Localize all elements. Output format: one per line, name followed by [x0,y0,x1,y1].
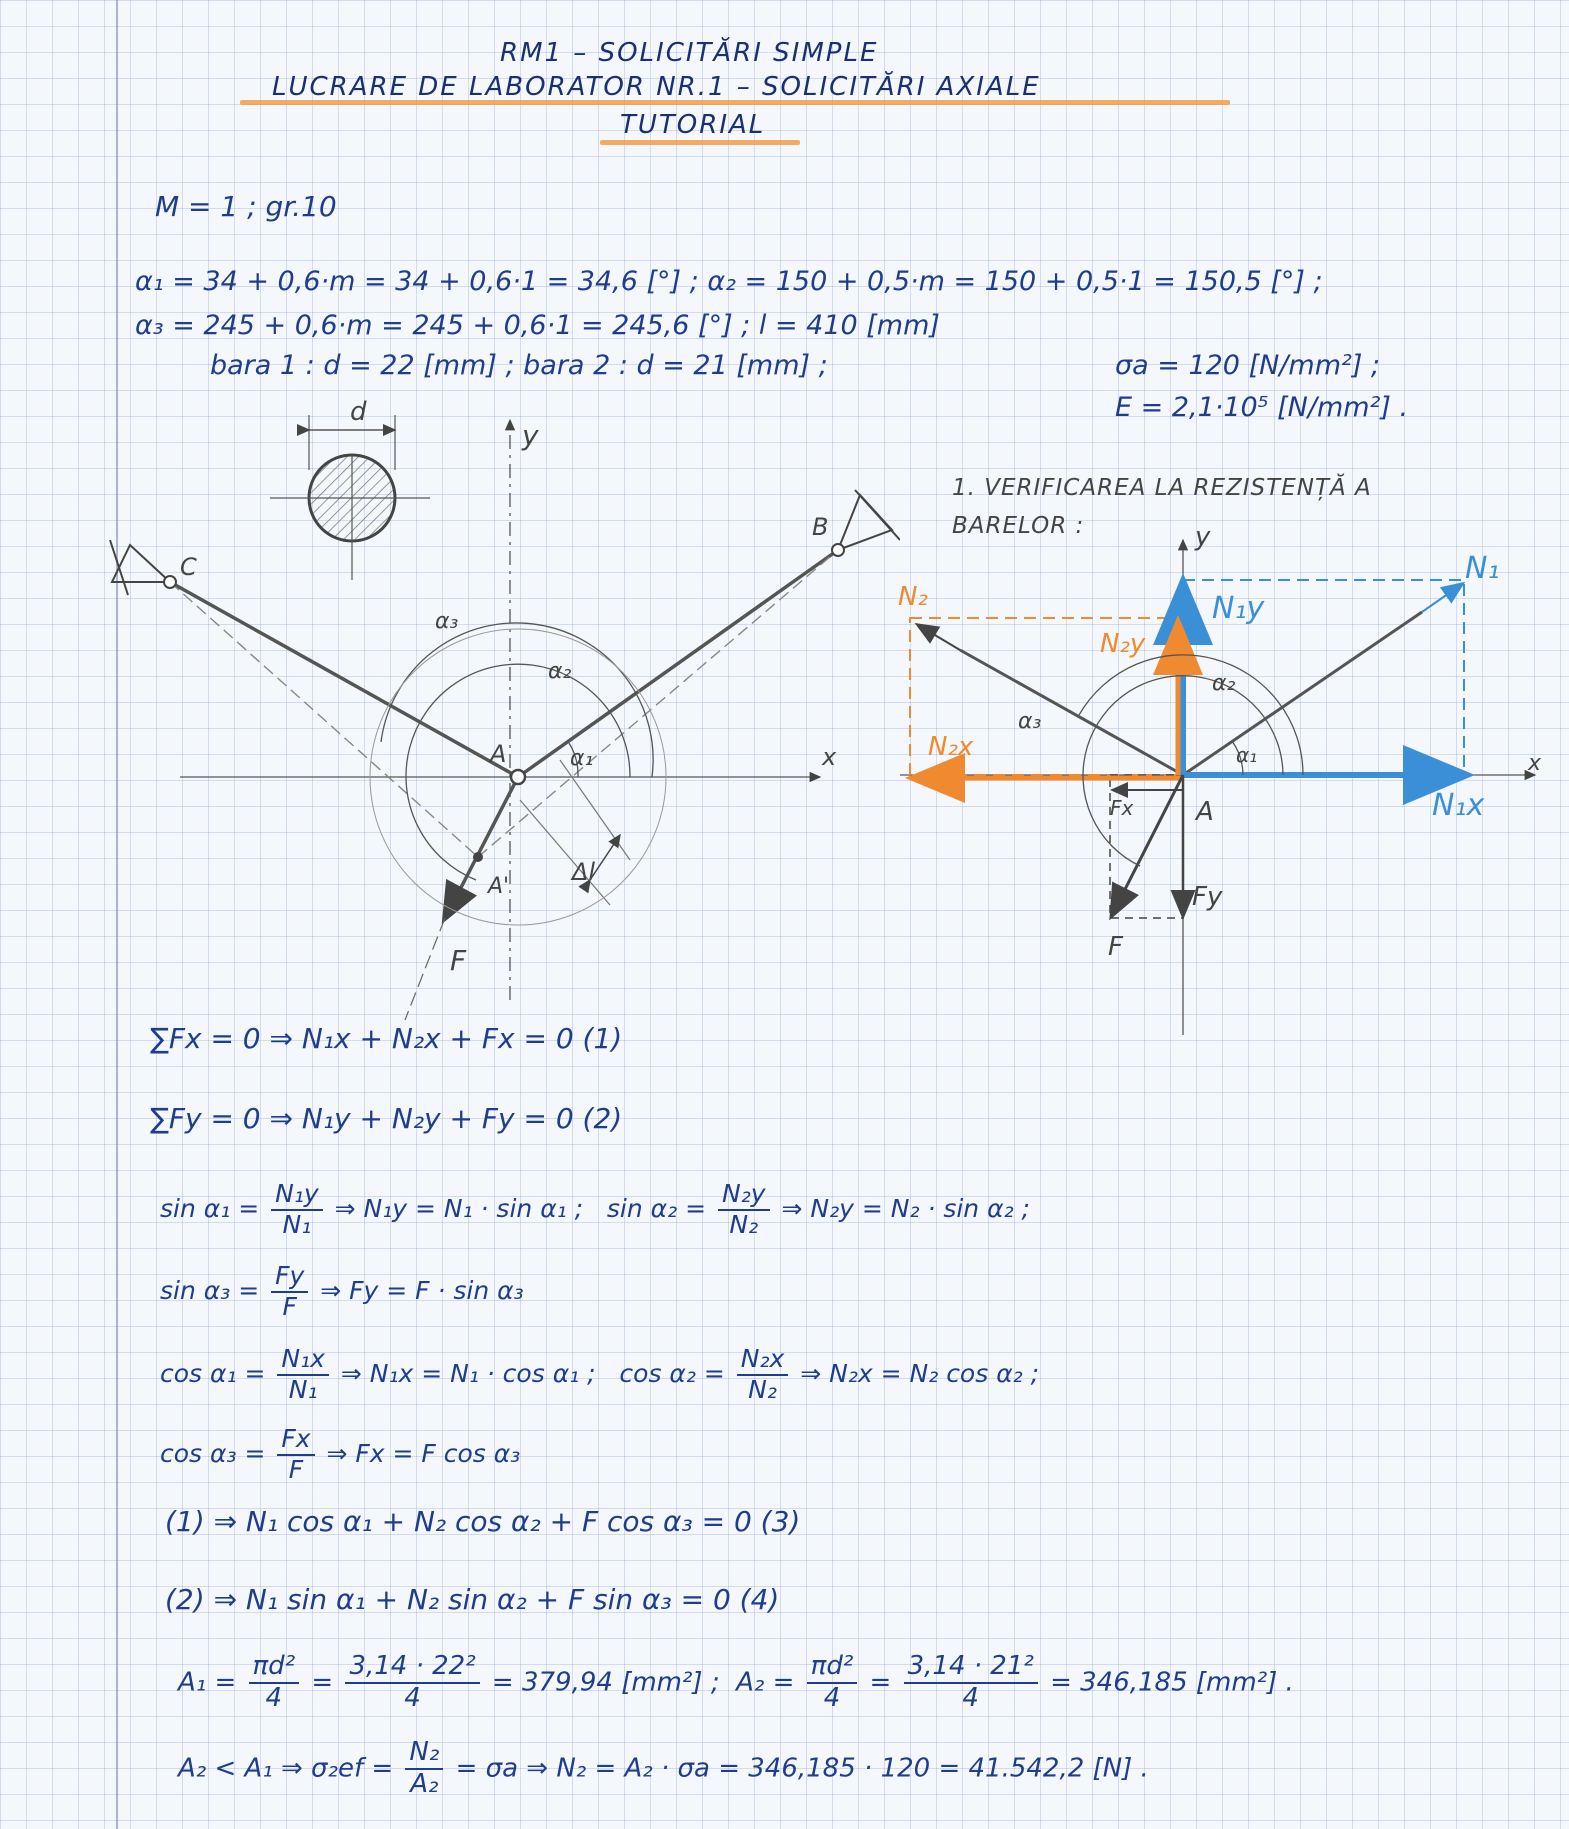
right-label-f: F [1108,932,1123,962]
params-sigma-a: σa = 120 [N/mm²] ; [1115,350,1381,381]
right-label-fx: Fx [1110,796,1134,820]
right-label-y: y [1195,522,1211,552]
label-d: d [350,400,367,427]
left-label-a-prime: A' [488,874,510,899]
params-alpha-line1: α₁ = 34 + 0,6·m = 34 + 0,6·1 = 34,6 [°] ; α₂ = 150 + 0,5·m = 150 + 0,5·1 = 150,5 [°] ; [135,266,1323,297]
cross-section-icon [270,415,430,580]
eq-sum-fy: ∑Fy = 0 ⇒ N₁y + N₂y + Fy = 0 (2) [150,1102,623,1135]
eq-final-row: A₂ < A₁ ⇒ σ₂ef = $\frac{\text{N₂}}{\text{A₂}}$ = σa ⇒ N₂ = A₂ · σa = 346,185 · 120 = 41.542,2 [N] . [178,1737,1149,1799]
vector-n1 [1422,584,1462,612]
left-diagram [0,400,900,1040]
right-diagram [870,460,1560,1040]
eq-sin-row: sin α₁ = $\frac{\text{N₁y}}{\text{N₁}}$ ⇒ N₁y = N₁ · sin α₁ ; sin α₂ = $\frac{\text{N₂y}}{\text{N₂}}$ ⇒ N₂y = N₂ · sin α₂ ; [160,1179,1030,1239]
eq-4: (2) ⇒ N₁ sin α₁ + N₂ sin α₂ + F sin α₃ = 0 (4) [165,1583,780,1616]
right-label-a: A [1196,797,1214,827]
params-bars-line: bara 1 : d = 22 [mm] ; bara 2 : d = 21 [mm] ; [210,350,828,381]
right-label-n1: N₁ [1465,551,1500,586]
left-label-delta-l: Δl [572,858,596,886]
support-c-icon [110,540,176,595]
left-label-x: x [822,743,837,771]
left-bar-2 [170,582,518,777]
params-alpha-line2: α₃ = 245 + 0,6·m = 245 + 0,6·1 = 245,6 [°] ; l = 410 [mm] [135,310,940,341]
params-modulus-e: E = 2,1·10⁵ [N/mm²] . [1115,392,1409,423]
section-title-line1: 1. VERIFICAREA LA REZISTENȚĂ A [952,475,1372,501]
left-node-a [511,770,525,784]
section-title-line2: BARELOR : [952,513,1085,539]
params-m-group: M = 1 ; gr.10 [155,190,337,223]
left-label-b: B [812,513,829,541]
right-label-n2: N₂ [898,582,928,612]
right-label-n2y: N₂y [1100,629,1146,659]
left-deformed-bar-1 [478,550,838,857]
header-title: RM1 – SOLICITĂRI SIMPLE [500,38,879,68]
left-label-alpha2: α₂ [548,659,572,684]
right-label-n1y: N₁y [1212,591,1265,626]
header-subtitle: LUCRARE DE LABORATOR NR.1 – SOLICITĂRI AXIALE [272,72,1041,102]
right-label-n2x: N₂x [928,732,974,762]
eq-cos-row: cos α₁ = $\frac{\text{N₁x}}{\text{N₁}}$ ⇒ N₁x = N₁ · cos α₁ ; cos α₂ = $\frac{\text{N₂x}}{\text{N₂}}$ ⇒ N₂x = N₂ cos α₂ ; [160,1344,1040,1404]
left-label-c: C [180,553,197,581]
eq-sum-fx: ∑Fx = 0 ⇒ N₁x + N₂x + Fx = 0 (1) [150,1022,623,1055]
vector-n2 [918,625,960,650]
right-label-alpha2: α₂ [1212,671,1236,696]
eq-cos-a3-row: cos α₃ = $\frac{Fx}{F}$ ⇒ Fx = F cos α₃ [160,1424,521,1484]
right-label-x: x [1528,751,1542,776]
left-label-alpha1: α₁ [570,746,594,771]
left-node-a-prime [473,852,483,862]
left-deformed-bar-2 [170,582,478,857]
header-highlight-2 [600,140,800,145]
eq-sin-a3-row: sin α₃ = $\frac{Fy}{F}$ ⇒ Fy = F · sin α₃ [160,1261,524,1321]
arc-alpha2 [381,623,653,777]
right-label-alpha3: α₃ [1018,709,1042,734]
left-label-y: y [522,419,539,452]
eq-3: (1) ⇒ N₁ cos α₁ + N₂ cos α₂ + F cos α₃ = 0 (3) [165,1505,801,1538]
left-label-alpha3: α₃ [435,609,459,634]
eq-areas-row: A₁ = $\frac{\text{πd²}}{4}$ = $\frac{\text{3,14 · 22²}}{4}$ = 379,94 [mm²] ; A₂ = $\frac{\text{πd²}}{4}$ = $\frac{\text{3,14 · 21²}}{4}$ = 346,185 [mm²] . [178,1651,1294,1713]
left-label-f: F [450,944,467,977]
left-label-a: A [490,740,507,768]
right-label-n1x: N₁x [1432,788,1485,823]
header-tutorial: TUTORIAL [620,110,766,140]
right-bar-2 [960,650,1183,775]
right-label-fy: Fy [1192,882,1223,912]
right-label-alpha1: α₁ [1236,743,1258,767]
